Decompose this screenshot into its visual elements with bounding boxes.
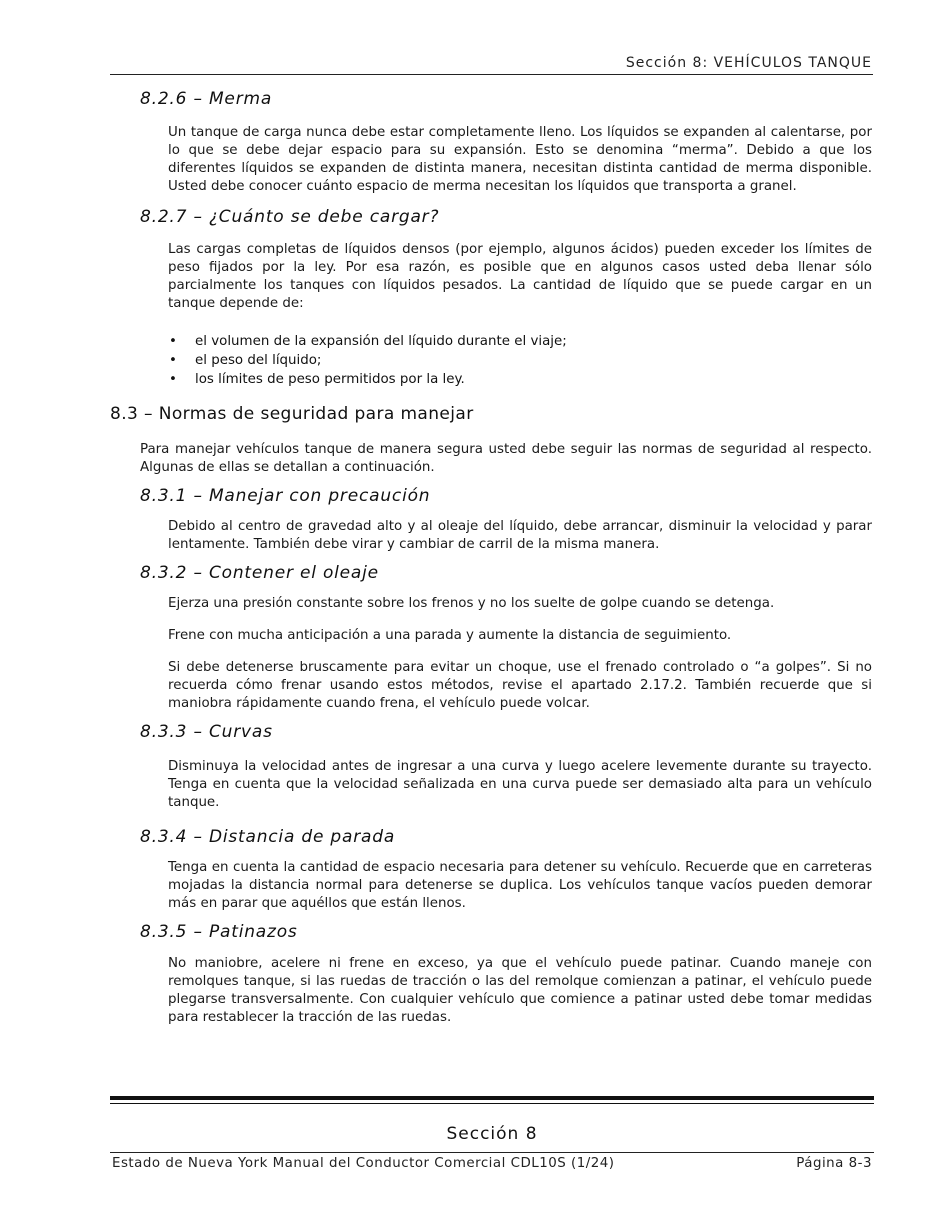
section-8-3-1-paragraph: Debido al centro de gravedad alto y al oleaje del líquido, debe arrancar, disminuir la velocidad y parar lentamente. También debe virar y cambiar de carril de la misma manera. bbox=[168, 519, 872, 552]
bullet-icon: • bbox=[169, 353, 177, 368]
section-8-2-6-title: 8.2.6 – Merma bbox=[140, 89, 273, 109]
section-8-3-4-paragraph: Tenga en cuenta la cantidad de espacio necesaria para detener su vehículo. Recuerde que en carreteras mojadas la distancia normal para detenerse se duplica. Los vehículos tanque vacíos pueden demorar más en parar que aquéllos que están llenos. bbox=[168, 860, 872, 911]
section-8-3-title: 8.3 – Normas de seguridad para manejar bbox=[110, 404, 474, 424]
section-8-3-5-paragraph: No maniobre, acelere ni frene en exceso, ya que el vehículo puede patinar. Cuando maneje con remolques tanque, si las ruedas de tracción o las del remolque comienzan a patinar, el vehículo puede plegarse transversalmente. Con cualquier vehículo que comience a patinar usted debe tomar medidas para restablecer la tracción de las ruedas. bbox=[168, 956, 872, 1025]
section-8-3-paragraph: Para manejar vehículos tanque de manera segura usted debe seguir las normas de seguridad al respecto. Algunas de ellas se detallan a continuación. bbox=[140, 442, 872, 475]
section-8-3-1-title: 8.3.1 – Manejar con precaución bbox=[140, 486, 431, 506]
bullet-icon: • bbox=[169, 372, 177, 387]
footer-section-label: Sección 8 bbox=[446, 1124, 538, 1144]
section-8-3-2-title: 8.3.2 – Contener el oleaje bbox=[140, 563, 379, 583]
footer-divider-thick bbox=[110, 1096, 874, 1100]
list-item-text: el peso del líquido; bbox=[195, 353, 322, 368]
list-item-text: los límites de peso permitidos por la ley. bbox=[195, 372, 465, 387]
section-8-3-5-title: 8.3.5 – Patinazos bbox=[140, 922, 298, 942]
footer-manual-title: Estado de Nueva York Manual del Conductor Comercial CDL10S (1/24) bbox=[112, 1156, 615, 1171]
section-8-2-6-paragraph: Un tanque de carga nunca debe estar completamente lleno. Los líquidos se expanden al calentarse, por lo que se debe dejar espacio para su expansión. Esto se denomina “merma”. Debido a que los diferentes líquidos se expanden de distinta manera, necesitan distinta cantidad de merma disponible. Usted debe conocer cuánto espacio de merma necesitan los líquidos que transporta a granel. bbox=[168, 125, 872, 194]
list-item bbox=[168, 370, 872, 389]
section-8-3-2-paragraph-1: Ejerza una presión constante sobre los frenos y no los suelte de golpe cuando se detenga. bbox=[168, 596, 775, 611]
section-8-3-3-title: 8.3.3 – Curvas bbox=[140, 722, 273, 742]
list-item-text: el volumen de la expansión del líquido durante el viaje; bbox=[195, 334, 567, 349]
section-8-3-2-paragraph-3: Si debe detenerse bruscamente para evitar un choque, use el frenado controlado o “a golpes”. Si no recuerda cómo frenar usando estos métodos, revise el apartado 2.17.2. También recuerde que si maniobra rápidamente cuando frena, el vehículo puede volcar. bbox=[168, 660, 872, 711]
header-divider bbox=[110, 74, 873, 75]
footer-divider-thin bbox=[110, 1103, 874, 1104]
section-8-3-2-paragraph-2: Frene con mucha anticipación a una parada y aumente la distancia de seguimiento. bbox=[168, 628, 732, 643]
footer-page-number: Página 8-3 bbox=[796, 1156, 872, 1171]
load-factors-list bbox=[168, 332, 872, 389]
bullet-icon: • bbox=[169, 334, 177, 349]
section-8-3-3-paragraph: Disminuya la velocidad antes de ingresar a una curva y luego acelere levemente durante su trayecto. Tenga en cuenta que la velocidad señalizada en una curva puede ser demasiado alta para un vehículo tanque. bbox=[168, 759, 872, 810]
page-content bbox=[110, 89, 872, 1027]
section-8-2-7-title: 8.2.7 – ¿Cuánto se debe cargar? bbox=[140, 207, 440, 227]
section-8-2-7-paragraph: Las cargas completas de líquidos densos (por ejemplo, algunos ácidos) pueden exceder los límites de peso fijados por la ley. Por esa razón, es posible que en algunos casos usted deba llenar sólo parcialmente los tanques con líquidos pesados. La cantidad de líquido que se puede cargar en un tanque depende de: bbox=[168, 242, 872, 311]
list-item bbox=[168, 332, 872, 351]
section-8-3-4-title: 8.3.4 – Distancia de parada bbox=[140, 827, 396, 847]
list-item bbox=[168, 351, 872, 370]
footer-divider bbox=[110, 1152, 874, 1153]
running-header: Sección 8: VEHÍCULOS TANQUE bbox=[625, 55, 872, 71]
